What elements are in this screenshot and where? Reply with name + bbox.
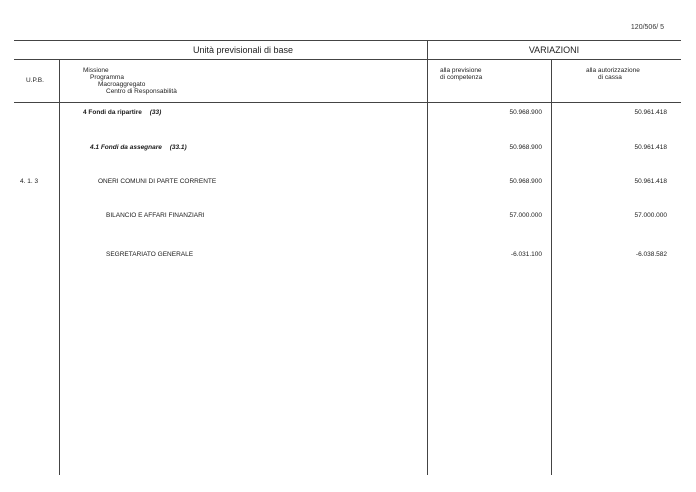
- col-divider-cassa: [551, 59, 552, 475]
- upb-label: U.P.B.: [26, 77, 44, 84]
- competenza-value: 50.968.900: [509, 109, 542, 116]
- cassa-header-line2: di cassa: [598, 74, 622, 81]
- row-label: ONERI COMUNI DI PARTE CORRENTE: [98, 178, 217, 185]
- header-bottom-border: [14, 102, 681, 103]
- header-divider: [14, 59, 681, 60]
- table-row-label: [90, 144, 187, 151]
- cassa-value: -6.038.582: [635, 251, 667, 258]
- competenza-value: 57.000.000: [509, 212, 542, 219]
- competenza-value: 50.968.900: [509, 178, 542, 185]
- unita-previsionali-title: Unità previsionali di base: [192, 45, 294, 55]
- cassa-value: 57.000.000: [634, 212, 667, 219]
- competenza-value: 50.968.900: [509, 144, 542, 151]
- row-label: BILANCIO E AFFARI FINANZIARI: [106, 212, 205, 219]
- row-code: (33): [149, 109, 162, 116]
- hierarchy-label-missione: Missione: [83, 67, 109, 74]
- hierarchy-label-programma: Programma: [90, 74, 124, 81]
- competenza-value: -6.031.100: [510, 251, 542, 258]
- row-label: 4.1 Fondi da assegnare: [90, 144, 162, 151]
- table-row-label: [83, 109, 161, 116]
- competenza-header-line2: di competenza: [440, 74, 483, 81]
- hierarchy-label-centro: Centro di Responsabilità: [106, 88, 177, 95]
- row-code: (33.1): [169, 144, 187, 151]
- col-divider-upb: [59, 59, 60, 475]
- row-label: SEGRETARIATO GENERALE: [106, 251, 194, 258]
- table-top-border: [14, 40, 681, 41]
- variazioni-title: VARIAZIONI: [528, 45, 580, 55]
- competenza-header-line1: alla previsione: [440, 67, 482, 74]
- hierarchy-label-macroaggregato: Macroaggregato: [98, 81, 146, 88]
- row-label: 4 Fondi da ripartire: [83, 109, 142, 116]
- col-divider-variazioni: [427, 40, 428, 475]
- upb-code: 4. 1. 3: [20, 178, 39, 185]
- page-number: 120/506/ 5: [630, 24, 664, 31]
- cassa-header-line1: alla autorizzazione: [586, 67, 640, 74]
- cassa-value: 50.961.418: [634, 178, 667, 185]
- cassa-value: 50.961.418: [634, 144, 667, 151]
- cassa-value: 50.961.418: [634, 109, 667, 116]
